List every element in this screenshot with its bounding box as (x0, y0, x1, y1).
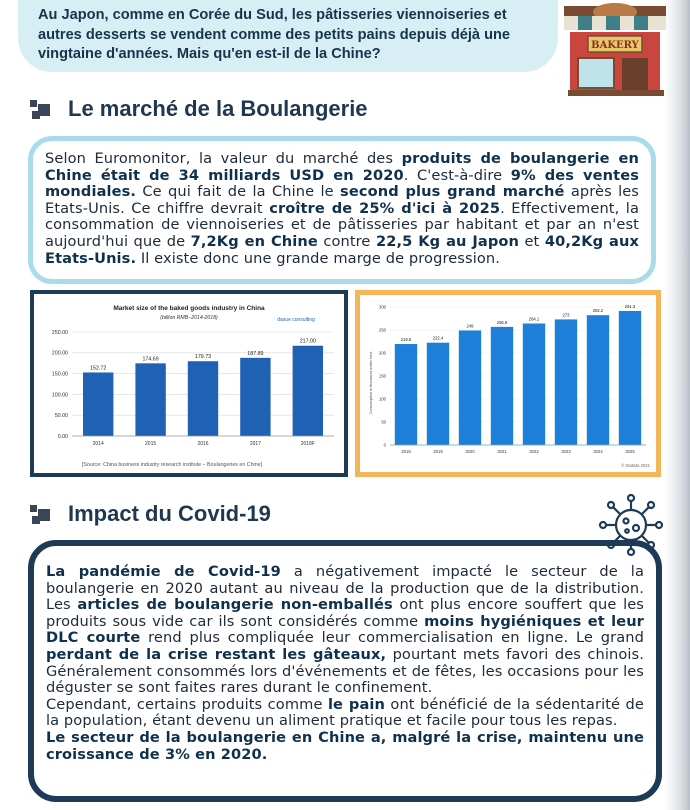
y-tick-label: 300 (379, 304, 386, 310)
bar-value-label: 264.1 (528, 316, 540, 322)
bar-value-label: 273 (562, 312, 570, 318)
y-tick-label: 0.00 (57, 433, 68, 440)
y-tick-label: 150.00 (51, 371, 68, 378)
x-tick-label: 2018 (401, 449, 411, 455)
chart-market-size (30, 290, 348, 477)
intro-bubble (18, 0, 558, 72)
bar-value-label: 187.89 (247, 350, 264, 357)
virus-icon (596, 492, 666, 558)
chart-source: [Source: China business industry research institute – Boulangeries en Chine] (81, 462, 263, 468)
bar-value-label: 282.2 (592, 308, 604, 314)
x-tick-label: 2014 (92, 441, 104, 447)
bar (395, 344, 417, 445)
bar-value-label: 249 (466, 323, 474, 329)
bar (619, 311, 641, 445)
x-tick-label: 2018F (300, 441, 315, 447)
bar (555, 319, 577, 445)
market-text-box (28, 136, 656, 284)
section-bullet-icon (30, 100, 54, 122)
bar (523, 324, 545, 445)
market-paragraph: Selon Euromonitor, la valeur du marché des produits de boulangerie en Chine était de 34 milliards USD en 2020. C'est-à-dire 9% des ventes mondiales. Ce qui fait de la Chine le second plus grand marché après les Etats-Unis. Ce chiffre devrait croître de 25% d'ici à 2025. Effectivement, la consommation de viennoiseries et de pâtisseries par habitant et par an n'est aujourd'hui que de 7,2Kg en Chine contre 22,5 Kg au Japon et 40,2Kg aux Etats-Unis. Il existe donc une grande marge de progression. (45, 150, 640, 267)
bar (188, 361, 218, 436)
y-tick-label: 150 (379, 373, 386, 379)
bar (83, 372, 113, 436)
x-tick-label: 2020 (465, 449, 475, 455)
intro-text: Au Japon, comme en Corée du Sud, les pâtisseries viennoiseries et autres desserts se vendent comme des petits pains depuis déjà une vingtaine d'années. Mais qu'en est-il de la Chine? (38, 7, 511, 62)
chart-consumption-svg (360, 295, 656, 472)
chart-ylabel: Consumption in thousand metric tons (369, 351, 373, 415)
x-tick-label: 2015 (145, 441, 157, 447)
bar (587, 315, 609, 445)
chart-subtitle: (billion RMB−2014-2018) (160, 315, 218, 321)
y-tick-label: 100.00 (51, 392, 68, 399)
covid-paragraph-2: Cependant, certains produits comme le pain ont bénéficié de la sédentarité de la population, étant devenu un aliment pratique et facile pour tous les repas. (46, 695, 644, 730)
x-tick-label: 2023 (561, 449, 571, 455)
x-tick-label: 2019 (433, 449, 443, 455)
x-tick-label: 2022 (529, 449, 539, 455)
y-tick-label: 250.00 (51, 329, 68, 336)
chart-market-size-svg (34, 294, 344, 473)
x-tick-label: 2024 (593, 449, 603, 455)
bar (135, 363, 165, 436)
x-tick-label: 2021 (497, 449, 507, 455)
y-tick-label: 200 (379, 350, 386, 356)
bar (491, 327, 513, 445)
bar-value-label: 291.3 (624, 304, 636, 310)
x-tick-label: 2017 (249, 441, 261, 447)
bar (459, 330, 481, 445)
bar-value-label: 219.5 (400, 337, 412, 343)
bakery-sign-text: BAKERY (591, 40, 639, 51)
y-tick-label: 0 (383, 442, 386, 448)
bar-value-label: 152.72 (90, 365, 107, 372)
chart-consumption (355, 290, 661, 477)
x-tick-label: 2025 (625, 449, 635, 455)
covid-text-box (28, 540, 662, 802)
chart-logo: daxue consulting (277, 317, 315, 323)
section-title-covid: Impact du Covid-19 (68, 501, 271, 526)
covid-paragraph-1: La pandémie de Covid-19 a négativement impacté le secteur de la boulangerie en 2020 autant au niveau de la production que de la distribution. Les articles de boulangerie non-emballés ont plus encore souffert que les produits sous vide car ils sont considérés comme moins hygiéniques et leur DLC courte rend plus compliquée leur commercialisation en ligne. Le grand perdant de la crise restant les gâteaux, pourtant mets favori des chinois. Généralement consommés lors d'événements et de fêtes, les occasions pour les déguster se sont faites rares durant le confinement. (46, 563, 645, 697)
y-tick-label: 200.00 (51, 350, 68, 357)
section-title-market: Le marché de la Boulangerie (68, 96, 368, 121)
y-tick-label: 100 (379, 396, 386, 402)
chart-source: © Statista 2021 (621, 463, 650, 468)
y-tick-label: 50.00 (54, 413, 68, 420)
bar-value-label: 174.69 (142, 356, 159, 363)
bar-value-label: 217.00 (299, 338, 316, 345)
bar-value-label: 256.8 (496, 319, 508, 325)
chart-title: Market size of the baked goods industry in China (113, 305, 265, 312)
covid-conclusion: Le secteur de la boulangerie en Chine a, malgré la crise, maintenu une croissance de 3% en 2020. (46, 728, 644, 763)
bar-value-label: 222.4 (432, 335, 444, 341)
y-tick-label: 50 (381, 419, 386, 425)
bar (293, 346, 323, 436)
section-bullet-icon (30, 505, 54, 527)
bar (240, 358, 270, 436)
bar (427, 343, 449, 445)
bar-value-label: 179.73 (194, 354, 212, 361)
x-tick-label: 2016 (197, 441, 209, 447)
y-tick-label: 250 (379, 327, 386, 333)
page-edge-shadow (664, 0, 690, 810)
bakery-shop-icon (560, 2, 670, 98)
